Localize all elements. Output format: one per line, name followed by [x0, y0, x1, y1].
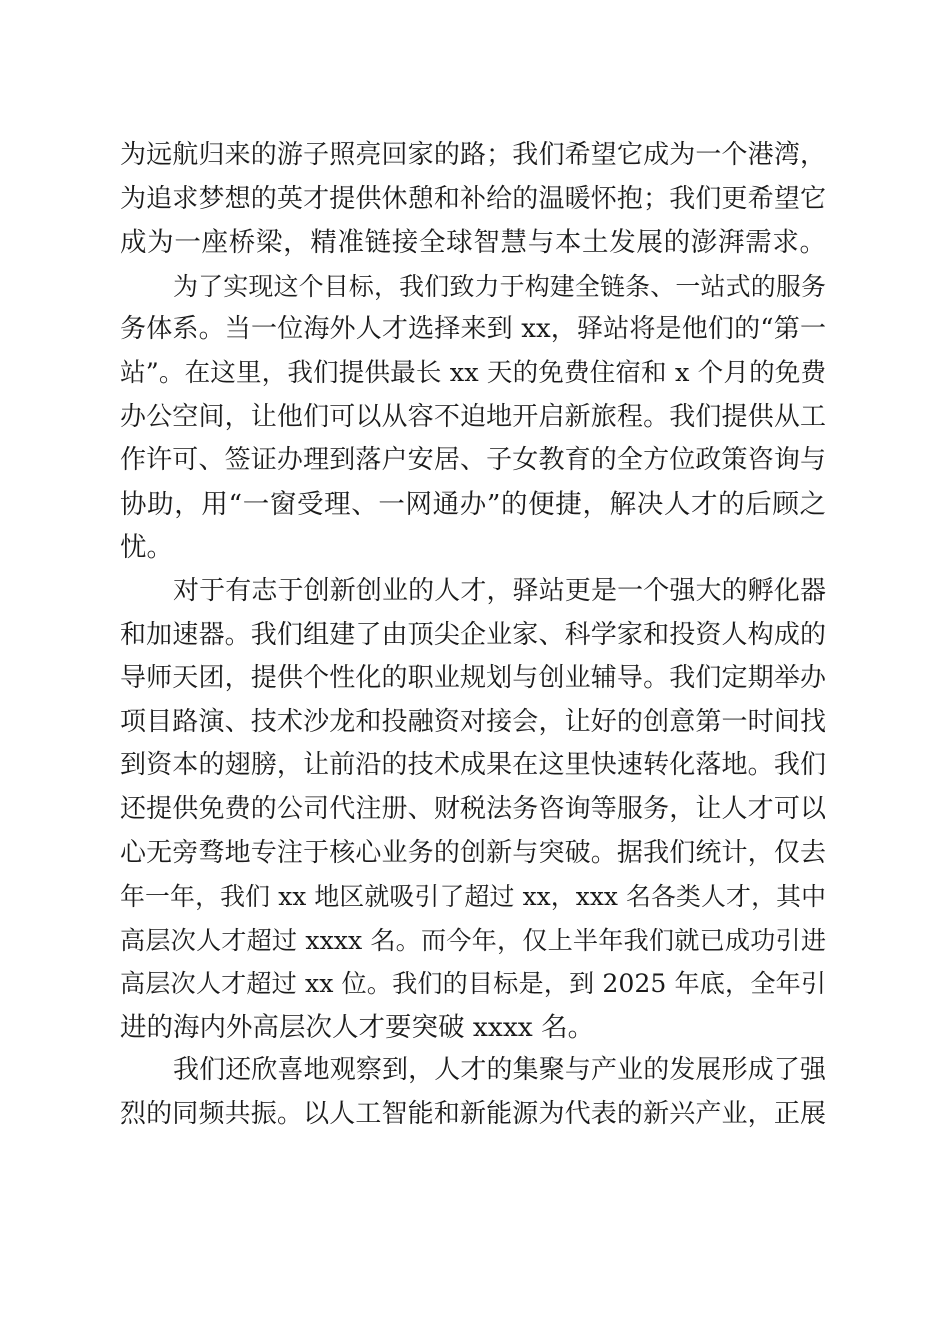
text-line: 年一年，我们 xx 地区就吸引了超过 xx，xxx 名各类人才，其中 [120, 882, 826, 912]
text-line: 高层次人才超过 xxxx 名。而今年，仅上半年我们就已成功引进 [120, 925, 826, 955]
text-line: 为了实现这个目标，我们致力于构建全链条、一站式的服务 [173, 271, 826, 301]
text-line: 烈的同频共振。以人工智能和新能源为代表的新兴产业，正展 [120, 1099, 826, 1130]
text-line: 高层次人才超过 xx 位。我们的目标是，到 2025 年底，全年引 [120, 969, 826, 999]
text-line: 进的海内外高层次人才要突破 xxxx 名。 [120, 1011, 595, 1043]
text-line: 对于有志于创新创业的人才，驿站更是一个强大的孵化器 [173, 575, 826, 606]
text-line: 和加速器。我们组建了由顶尖企业家、科学家和投资人构成的 [120, 619, 826, 650]
text-line: 站”。在这里，我们提供最长 xx 天的免费住宿和 x 个月的免费 [120, 357, 826, 388]
text-line: 心无旁骛地专注于核心业务的创新与突破。据我们统计，仅去 [120, 837, 826, 868]
text-line: 务体系。当一位海外人才选择来到 xx，驿站将是他们的“第一 [120, 314, 826, 345]
text-line: 导师天团，提供个性化的职业规划与创业辅导。我们定期举办 [120, 663, 826, 694]
text-line: 成为一座桥梁，精准链接全球智慧与本土发展的澎湃需求。 [120, 227, 826, 259]
text-line: 协助，用“一窗受理、一网通办”的便捷，解决人才的后顾之 [120, 488, 826, 520]
text-line: 到资本的翅膀，让前沿的技术成果在这里快速转化落地。我们 [120, 750, 826, 781]
body-text [120, 134, 826, 1137]
text-line: 我们还欣喜地观察到，人才的集聚与产业的发展形成了强 [173, 1055, 826, 1086]
text-line: 为远航归来的游子照亮回家的路；我们希望它成为一个港湾， [120, 140, 826, 170]
text-line: 办公空间，让他们可以从容不迫地开启新旅程。我们提供从工 [120, 401, 826, 432]
text-line: 忧。 [120, 532, 173, 564]
text-line: 项目路演、技术沙龙和投融资对接会，让好的创意第一时间找 [120, 706, 826, 737]
text-line: 为追求梦想的英才提供休憩和补给的温暖怀抱；我们更希望它 [120, 183, 826, 214]
text-line: 还提供免费的公司代注册、财税法务咨询等服务，让人才可以 [120, 793, 826, 824]
text-line: 作许可、签证办理到落户安居、子女教育的全方位政策咨询与 [120, 445, 826, 476]
